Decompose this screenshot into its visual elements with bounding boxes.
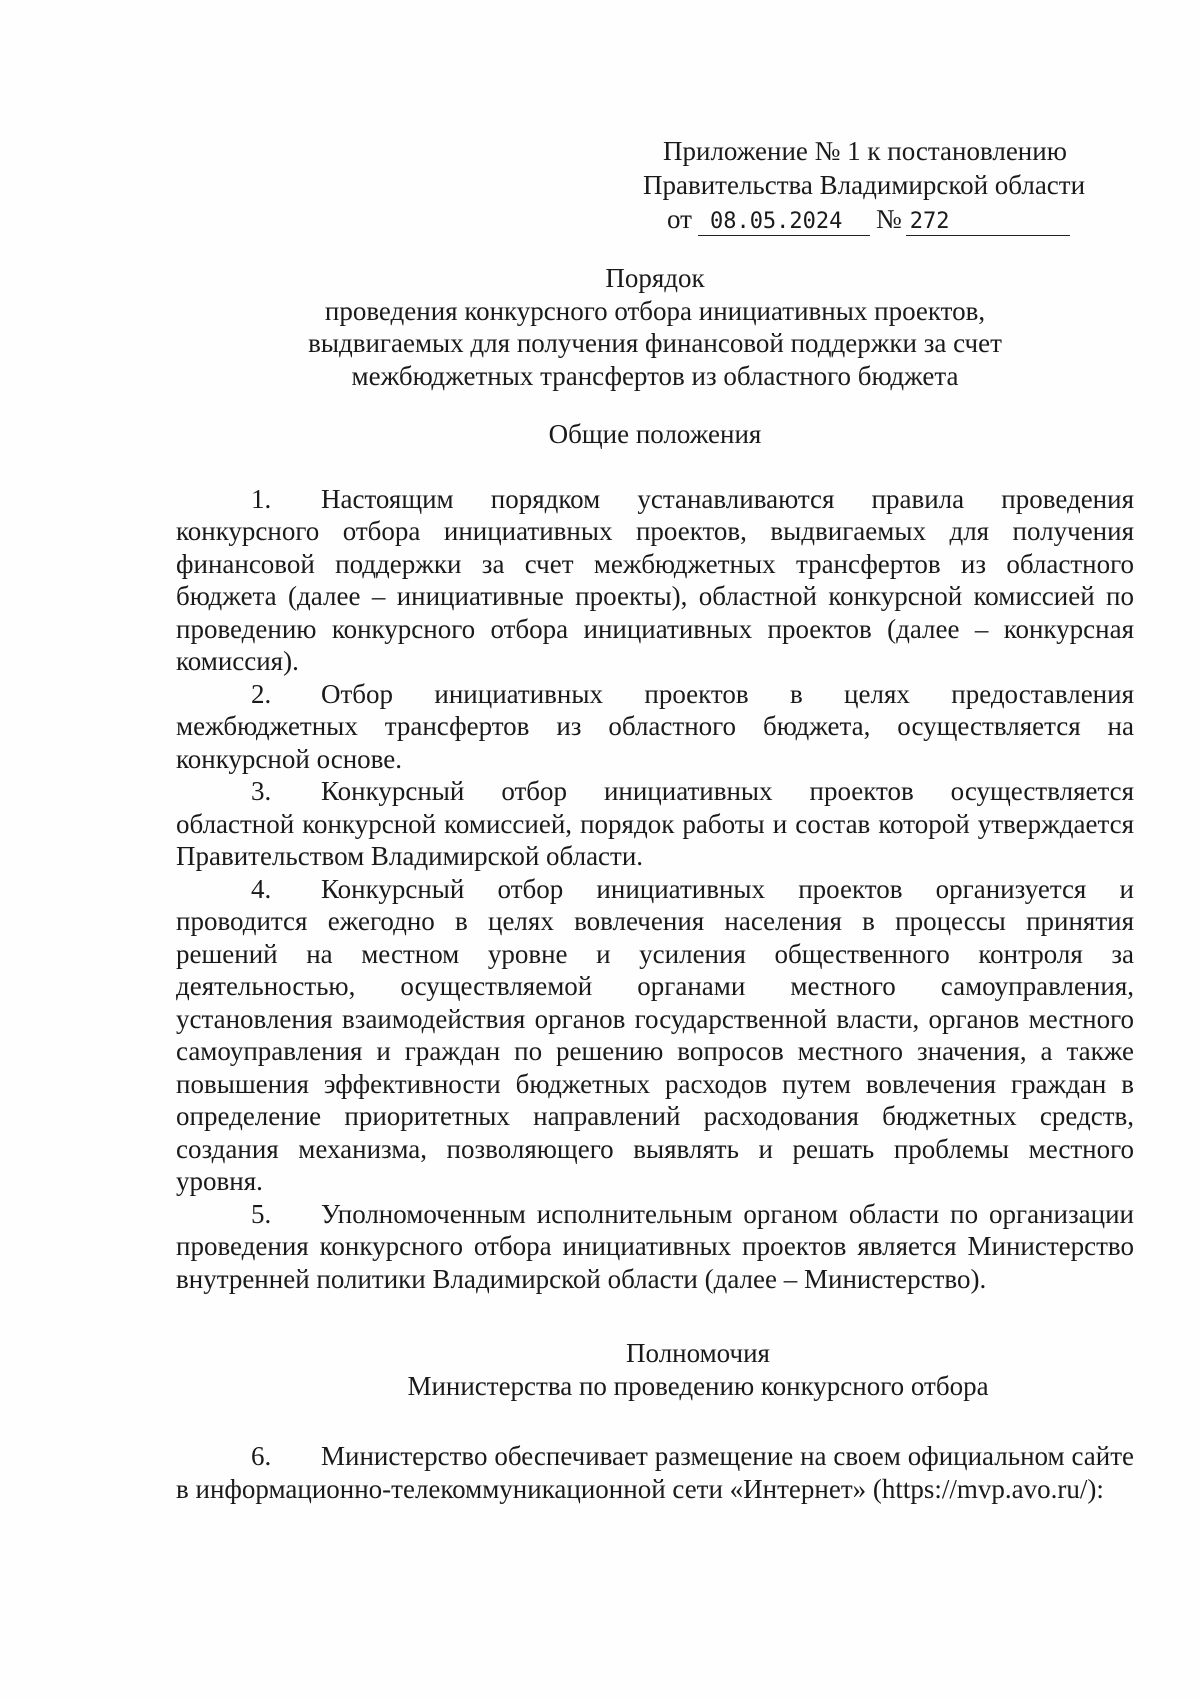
resolution-number: 272	[906, 209, 1070, 236]
paragraph-number: 1.	[251, 483, 272, 514]
paragraph-2	[176, 678, 1134, 776]
paragraph-4	[176, 873, 1134, 1198]
section-heading-line-1: Полномочия	[626, 1338, 770, 1368]
title-line-2: проведения конкурсного отбора инициативных проектов,	[324, 295, 986, 326]
paragraph-text: Отбор инициативных проектов в целях предоставления межбюджетных трансфертов из областного бюджета, осуществляется на конкурсной основе.	[176, 678, 1134, 774]
date-number-line	[620, 202, 1120, 236]
paragraph-text: Конкурсный отбор инициативных проектов организуется и проводится ежегодно в целях вовлечения населения в процессы принятия решений на местном уровне и усиления общественного контроля за деятельностью, осуществляемой органами местного самоуправления, установления взаимодействия органов государственной власти, органов местного самоуправления и граждан по решению вопросов местного значения, а также повышения эффективности бюджетных расходов путем вовлечения граждан в определение приоритетных направлений расходования бюджетных средств, создания механизма, позволяющего выявлять и решать проблемы местного уровня.	[176, 873, 1134, 1196]
document-body	[176, 262, 1134, 1505]
paragraph-number: 3.	[251, 776, 272, 806]
appendix-line: Приложение № 1 к постановлению	[663, 136, 1067, 166]
paragraph-1	[176, 483, 1134, 678]
paragraph-number: 4.	[251, 873, 272, 904]
paragraph-number: 6.	[251, 1441, 272, 1471]
paragraph-text: Министерство обеспечивает размещение на своем официальном сайте в информационно-телекоммуникационной сети «Интернет» (https://mvp.avo.ru/):	[176, 1441, 1134, 1504]
section-heading-line-2: Министерства по проведению конкурсного отбора	[407, 1370, 989, 1401]
title-line-3: выдвигаемых для получения финансовой поддержки за счет	[308, 328, 1002, 358]
paragraph-5	[176, 1198, 1134, 1296]
government-line: Правительства Владимирской области	[643, 170, 1086, 200]
title-line-4: межбюджетных трансфертов из областного бюджета	[351, 360, 959, 391]
paragraph-3	[176, 775, 1134, 873]
document-title	[176, 262, 1134, 392]
paragraph-text: Уполномоченным исполнительным органом области по организации проведения конкурсного отбора инициативных проектов является Министерство внутренней политики Владимирской области (далее – Министерство).	[176, 1198, 1134, 1294]
paragraph-6	[176, 1440, 1134, 1505]
section-general-items	[176, 483, 1134, 1296]
document-header	[620, 134, 1120, 236]
paragraph-number: 5.	[251, 1198, 272, 1229]
number-label: №	[875, 204, 902, 234]
title-line-1: Порядок	[605, 263, 705, 293]
paragraph-text: Настоящим порядком устанавливаются правила проведения конкурсного отбора инициативных проектов, выдвигаемых для получения финансовой поддержки за счет межбюджетных трансфертов из областного бюджета (далее – инициативные проекты), областной конкурсной комиссией по проведению конкурсного отбора инициативных проектов (далее – конкурсная комиссия).	[176, 483, 1134, 676]
section-powers-items	[176, 1440, 1134, 1505]
resolution-date: 08.05.2024	[698, 209, 870, 236]
paragraph-number: 2.	[251, 678, 272, 709]
section-heading-general: Общие положения	[548, 419, 762, 449]
from-label: от	[667, 204, 692, 234]
section-heading-powers	[176, 1337, 1134, 1402]
paragraph-text: Конкурсный отбор инициативных проектов осуществляется областной конкурсной комиссией, порядок работы и состав которой утверждается Правительством Владимирской области.	[176, 776, 1134, 871]
